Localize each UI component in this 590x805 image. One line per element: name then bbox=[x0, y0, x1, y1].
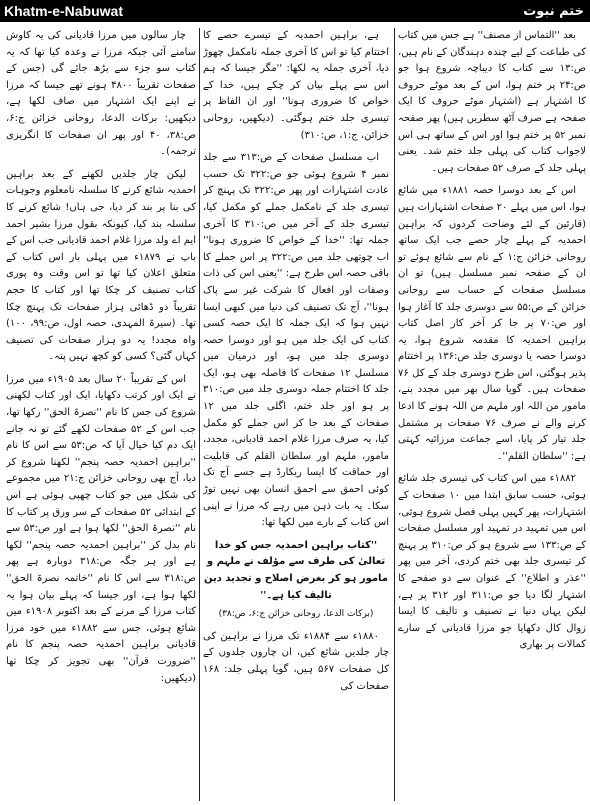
column-divider-left bbox=[199, 28, 200, 801]
paragraph: لیکن چار جلدیں لکھنے کے بعد براہین احمدیہ شائع کرنے کا سلسلہ نامعلوم وجوہات کی بنا پر بند کر دیا، جی ہاں! شائع کرنے کا سلسلہ بند کیا، کیونکہ بقول مرزا بشیر احمد ایم اے ولد مرزا غلام احمد قادیانی جب اس کے باپ نے ۱۸۷۹ء میں پہلی بار اس کتاب کے متعلق اعلان کیا تھا تو اس وقت وہ پوری کتاب تصنیف کر چکا تھا اور کتاب کا حجم تقریباً دو ڈھائی ہزار صفحات تک پہنچ چکا تھا۔ (سیرۃ المہدی، حصہ اول، ص:۹۹، ۱۰۰) واہ مجدد! یہ دو ہزار صفحات کی تصنیف کہاں گئی؟ کسی کو کچھ نہیں پتہ۔ bbox=[6, 168, 196, 363]
paragraph: اب مسلسل صفحات کے ص:۳۱۳ سے جلد نمبر ۴ شروع ہوئی جو ص:۳۲۲ تک حسب عادت اشتہارات اور پھر ص:۳۲۲ تک پہنچ کر تیسری جلد کے نامکمل جملے کو مکمل کیا، تیسری جلد کے آخر میں ص:۳۱۰ کا آخری جملہ تھا: ''خدا کے خواص کا ضروری ہونا'' اب چوتھی جلد میں ص:۳۲۲ پر اس جملے کا باقی حصہ اس طرح ہے: ''یعنی اس کی ذات وصفات اور افعال کا شرکت غیر سے پاک ہونا''، آج تک تصنیف کی دنیا میں کبھی ایسا نہیں ہوا کہ ایک جملہ کا ایک حصہ کسی کتاب کی ایک جلد میں ہو اور دوسرا حصہ دوسری جلد میں ہو، اور درمیان میں مسلسل ۱۲ صفحات کا فاصلہ بھی ہو، ایک جلد کا اختتام جملہ دوسری جلد میں ص:۳۱۰ پر ہو اور جلد ختم، اگلی جلد میں ۱۲ صفحات کے بعد جا کر اس جملے کو مکمل کیا، یہ صرف مرزا غلام احمد قادیانی، مجدد، مامور، ملہم اور سلطان القلم کی قابلیت اور حماقت کا ایسا ریکارڈ ہے جسے آج تک کوئی احمق سے احمق انسان بھی نہیں توڑ سکا۔ یہ بات ذہن میں رہے کہ مرزا نے اپنی اس کتاب کے بارے میں لکھا تھا: bbox=[203, 152, 389, 529]
paragraph: اس کے تقریباً ۲۰ سال بعد ۱۹۰۵ء میں مرزا نے ایک اور کرتب دکھایا، ایک اور کتاب لکھنی شروع کی جس کا نام ''نصرۃ الحق'' رکھا تھا، جب اس کے ۵۲ صفحات لکھے گئے تو نہ جانے ایک دم کیا خیال آیا کہ ص:۵۳ سے اس کا نام ''براہین احمدیہ حصہ پنجم'' لکھنا شروع کر دیا، آج بھی روحانی خزائن ج:۲۱ میں مجموعے کی شکل میں جو کتاب چھپی ہوئی ہے اس کے ابتدائی ۵۲ صفحات کے سر ورق پر کتاب کا نام ''نصرۃ الحق'' لکھا ہوا ہے اور ص:۵۳ سے نام بدل کر ''براہین احمدیہ حصہ پنجم'' لکھا ہے اور ہر جگہ ص:۳۱۸ دوبارہ ہے پھر ص:۳۱۸ سے اس کا نام ''خاتمہ نصرۃ الحق'' لکھا ہوا ہے، اور جیسا کہ پہلے بیان ہوا یہ کتاب مرزا کے مرنے کے بعد اکتوبر ۱۹۰۸ء میں شائع ہوئی، جس سے ۱۸۸۲ء میں خود مرزا قادیانی براہین احمدیہ حصہ پنجم کا نام ''ضرورت قرآن'' بھی تجویز کر چکا تھا (دیکھیں: bbox=[6, 373, 196, 684]
publication-title: Khatm-e-Nabuwat bbox=[4, 3, 124, 19]
paragraph: ہے، براہین احمدیہ کے تیسرے حصے کا اختتام کیا تو اس کا آخری جملہ نامکمل چھوڑ دیا، آخری جملہ یہ لکھا: ''مگر جیسا کہ ہم اس سے پہلے بیان کر چکے ہیں، خدا کے خواص کا ضروری ہونا'' اور ان الفاظ پر تیسری جلد ختم ہوگئی۔ (دیکھیں، روحانی خزائن، ج:۱، ص:۳۱۰) bbox=[203, 30, 389, 141]
article-column-left bbox=[6, 28, 196, 801]
block-quote: ''کتاب براہین احمدیہ جس کو خدا تعالیٰ کی طرف سے مؤلف نے ملہم و مامور ہو کر بغرض اصلاح و تجدید دین تالیف کیا ہے۔'' bbox=[203, 539, 389, 601]
paragraph: اس کے بعد دوسرا حصہ ۱۸۸۱ء میں شائع ہوا، اس میں پہلے ۲۰ صفحات اشتہارات ہیں (قارئین کے لئے وضاحت کردوں کہ براہین احمدیہ کے پہلے چار حصے جب ایک ساتھ روحانی خزائن ج:۱ کے نام سے شائع ہوئے تو ان کے صفحہ نمبر مسلسل ہیں) تو ان مسلسل صفحات کے حساب سے روحانی خزائن کے ص:۵۵ سے دوسری جلد کا آغاز ہوا اور ص:۷۰ پر جا کر آخر کار اصل کتاب براہین احمدیہ کا مقدمہ شروع ہوا، یہ دوسرا حصہ یا دوسری جلد ص:۱۳۶ پر اختتام پذیر ہوگئی، اس طرح دوسری جلد کے کل ۷۶ صفحات ہیں۔ گویا سال بھر میں مجدد بنے، مامور من اللہ اور ملہم من اللہ ہونے کا ادعا کرنے والے نے صرف ۷۶ صفحات پر مشتمل جلد تیار کر پایا، اسے جماعت مرزائیہ کہتی ہے: ''سلطان القلم''۔ bbox=[398, 185, 586, 462]
paragraph: ۱۸۸۰ء سے ۱۸۸۴ء تک مرزا نے براہین کی چار جلدیں شائع کیں، ان چاروں جلدوں کے کل صفحات ۵۶۷ ہیں، گویا پہلی جلد: ۱۶۸ صفحات کی bbox=[203, 630, 389, 692]
paragraph: چار سالوں میں مرزا قادیانی کی یہ کاوش سامنے آئی جبکہ مرزا نے وعدہ کیا تھا کہ یہ کتاب سو جزء سے بڑھ جائے گی (جس کے صفحات تقریباً ۴۸۰۰ ہونے تھے جیسا کہ مرزا نے اپنے ایک اشتہار میں صاف لکھا ہے، دیکھیں: برکات الدعا، روحانی خزائن ج:۶، ص:۳۸، ۴۰ اور پھر ان صفحات کا انگریزی ترجمہ)۔ bbox=[6, 30, 196, 158]
article-column-middle bbox=[203, 28, 389, 801]
column-divider-right bbox=[394, 28, 395, 801]
article-column-right bbox=[398, 28, 586, 801]
page-header-bar bbox=[0, 0, 590, 22]
publication-logo: ختم نبوت bbox=[523, 3, 584, 19]
quote-citation: (برکات الدعا، روحانی خزائن ج:۶، ص:۳۸) bbox=[218, 609, 374, 620]
paragraph: ۱۸۸۲ء میں اس کتاب کی تیسری جلد شائع ہوئی، حسب سابق ابتدا میں ۱۰ صفحات کے اشتہارات، پھر کہیں پہلی فصل شروع ہوئی، اس میں تمہید در تمہید اور مسلسل صفحات کے ص:۱۳۳ سے شروع ہو کر ص:۳۱۰ پر پہنچ کر تیسری جلد بھی ختم کردی، آخر میں پھر ''عذر و اطلاع'' کے عنوان سے دو صفحے کا اشتہار لگا دیا جو ص:۳۱۱ اور ۳۱۲ پر ہے، لیکن یہاں دنیا نے تصنیف و تالیف کا ایسا زوال کال دکھایا جو مرزا قادیانی کے سارے کمالات پر بھاری bbox=[398, 473, 586, 651]
paragraph: بعد ''التماس از مصنف'' ہے جس میں کتاب کی طباعت کے لیے چندہ دہندگان کے نام ہیں، ص:۱۳ سے کتاب کا دیباچہ شروع ہوا جو ص:۲۴ پر ختم ہوا، اس کے بعد موٹے حروف کا اشتہار ہے (اشتہار موٹے حروف کا ایک صفحہ ہے صرف آٹھ سطریں ہیں) پھر صفحہ نمبر ۵۲ پر ختم ہوا اور اس کے ساتھ ہی اس لاجواب کتاب کی پہلی جلد ختم شد۔ یعنی پہلی جلد کے صرف ۵۲ صفحات ہیں۔ bbox=[398, 30, 586, 174]
